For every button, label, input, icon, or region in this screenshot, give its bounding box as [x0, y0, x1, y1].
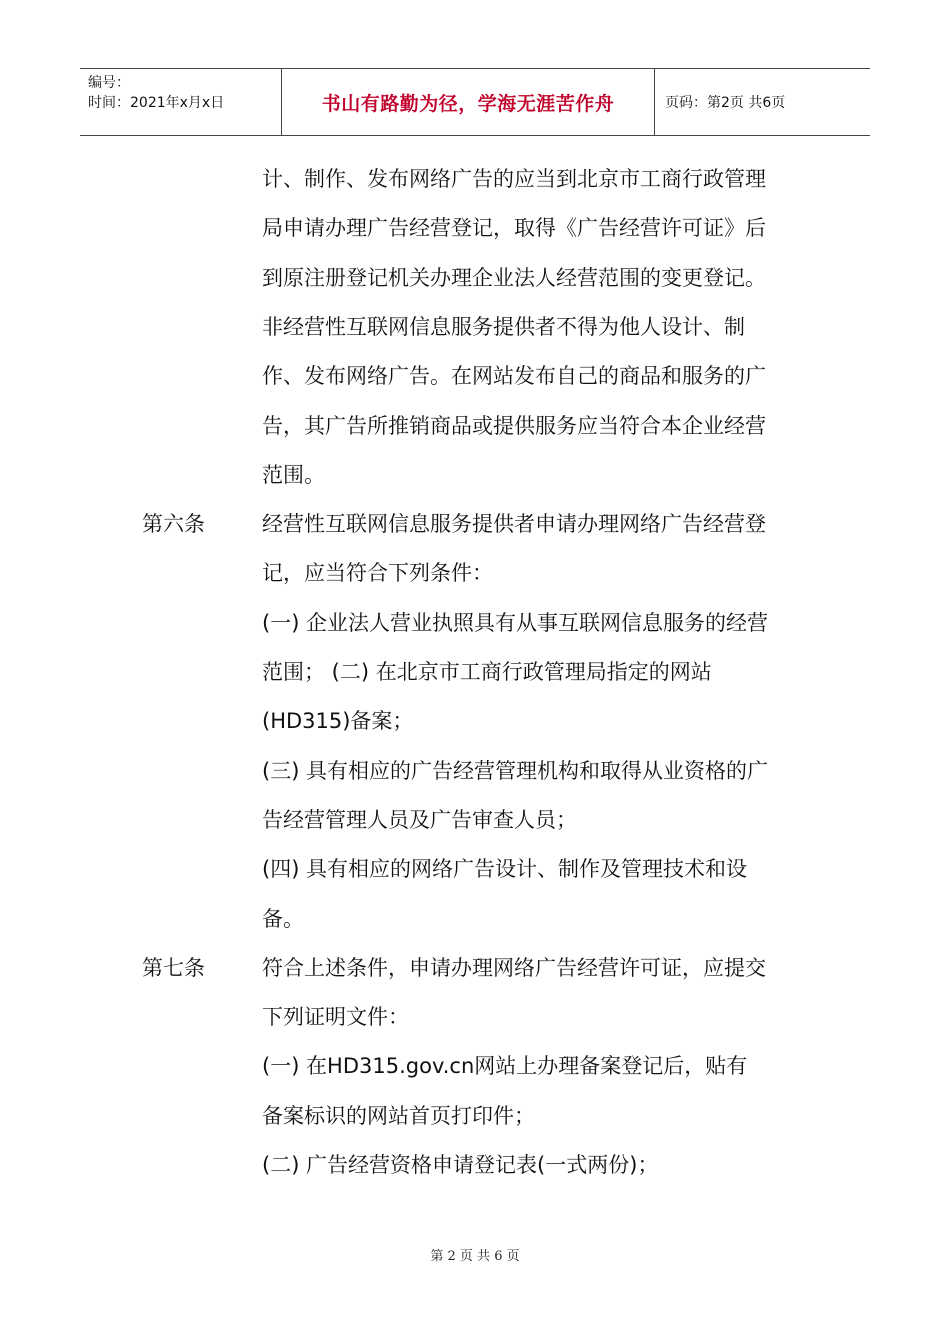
text-line: (一) 在HD315.gov.cn网站上办理备案登记后，贴有	[262, 1054, 748, 1079]
header-motto-cell	[282, 69, 655, 135]
page-info-text: 页码：第2页 共6页	[665, 95, 786, 111]
text-line: (HD315)备案；	[262, 709, 414, 734]
text-line: 作、发布网络广告。在网站发布自己的商品和服务的广	[262, 364, 766, 389]
text-line: 范围； (二) 在北京市工商行政管理局指定的网站	[262, 660, 712, 684]
text-line: 局申请办理广告经营登记，取得《广告经营许可证》后	[262, 216, 766, 241]
page-footer: 第 2 页 共 6 页	[430, 1249, 520, 1264]
text-line: (三) 具有相应的广告经营管理机构和取得从业资格的广	[262, 758, 769, 783]
header-motto: 书山有路勤为径，学海无涯苦作舟	[321, 92, 615, 115]
text-line: 下列证明文件：	[262, 1005, 409, 1030]
text-line: 符合上述条件，申请办理网络广告经营许可证，应提交	[262, 955, 766, 980]
article-label: 第六条	[142, 512, 205, 537]
header-page-info	[655, 69, 870, 135]
article-label: 第七条	[142, 955, 205, 980]
document-time-label: 时间：2021年x月x日	[88, 95, 225, 111]
text-line: 经营性互联网信息服务提供者申请办理网络广告经营登	[262, 512, 766, 537]
text-line: (一) 企业法人营业执照具有从事互联网信息服务的经营	[262, 610, 769, 635]
text-line: 备案标识的网站首页打印件；	[262, 1103, 535, 1128]
text-line: 备。	[262, 906, 304, 931]
text-line: 计、制作、发布网络广告的应当到北京市工商行政管理	[262, 167, 766, 191]
page-header	[80, 68, 870, 136]
text-line: (四) 具有相应的网络广告设计、制作及管理技术和设	[262, 857, 748, 882]
text-line: 记，应当符合下列条件：	[262, 561, 493, 586]
text-line: 到原注册登记机关办理企业法人经营范围的变更登记。	[262, 265, 766, 290]
text-line: 告，其广告所推销商品或提供服务应当符合本企业经营	[262, 413, 766, 438]
text-line: 范围。	[262, 462, 325, 487]
text-line: (二) 广告经营资格申请登记表(一式两份)；	[262, 1153, 659, 1177]
text-line: 非经营性互联网信息服务提供者不得为他人设计、制	[262, 314, 745, 339]
document-number-label: 编号：	[88, 75, 130, 91]
text-line: 告经营管理人员及广告审查人员；	[262, 807, 577, 832]
header-meta	[80, 69, 282, 135]
